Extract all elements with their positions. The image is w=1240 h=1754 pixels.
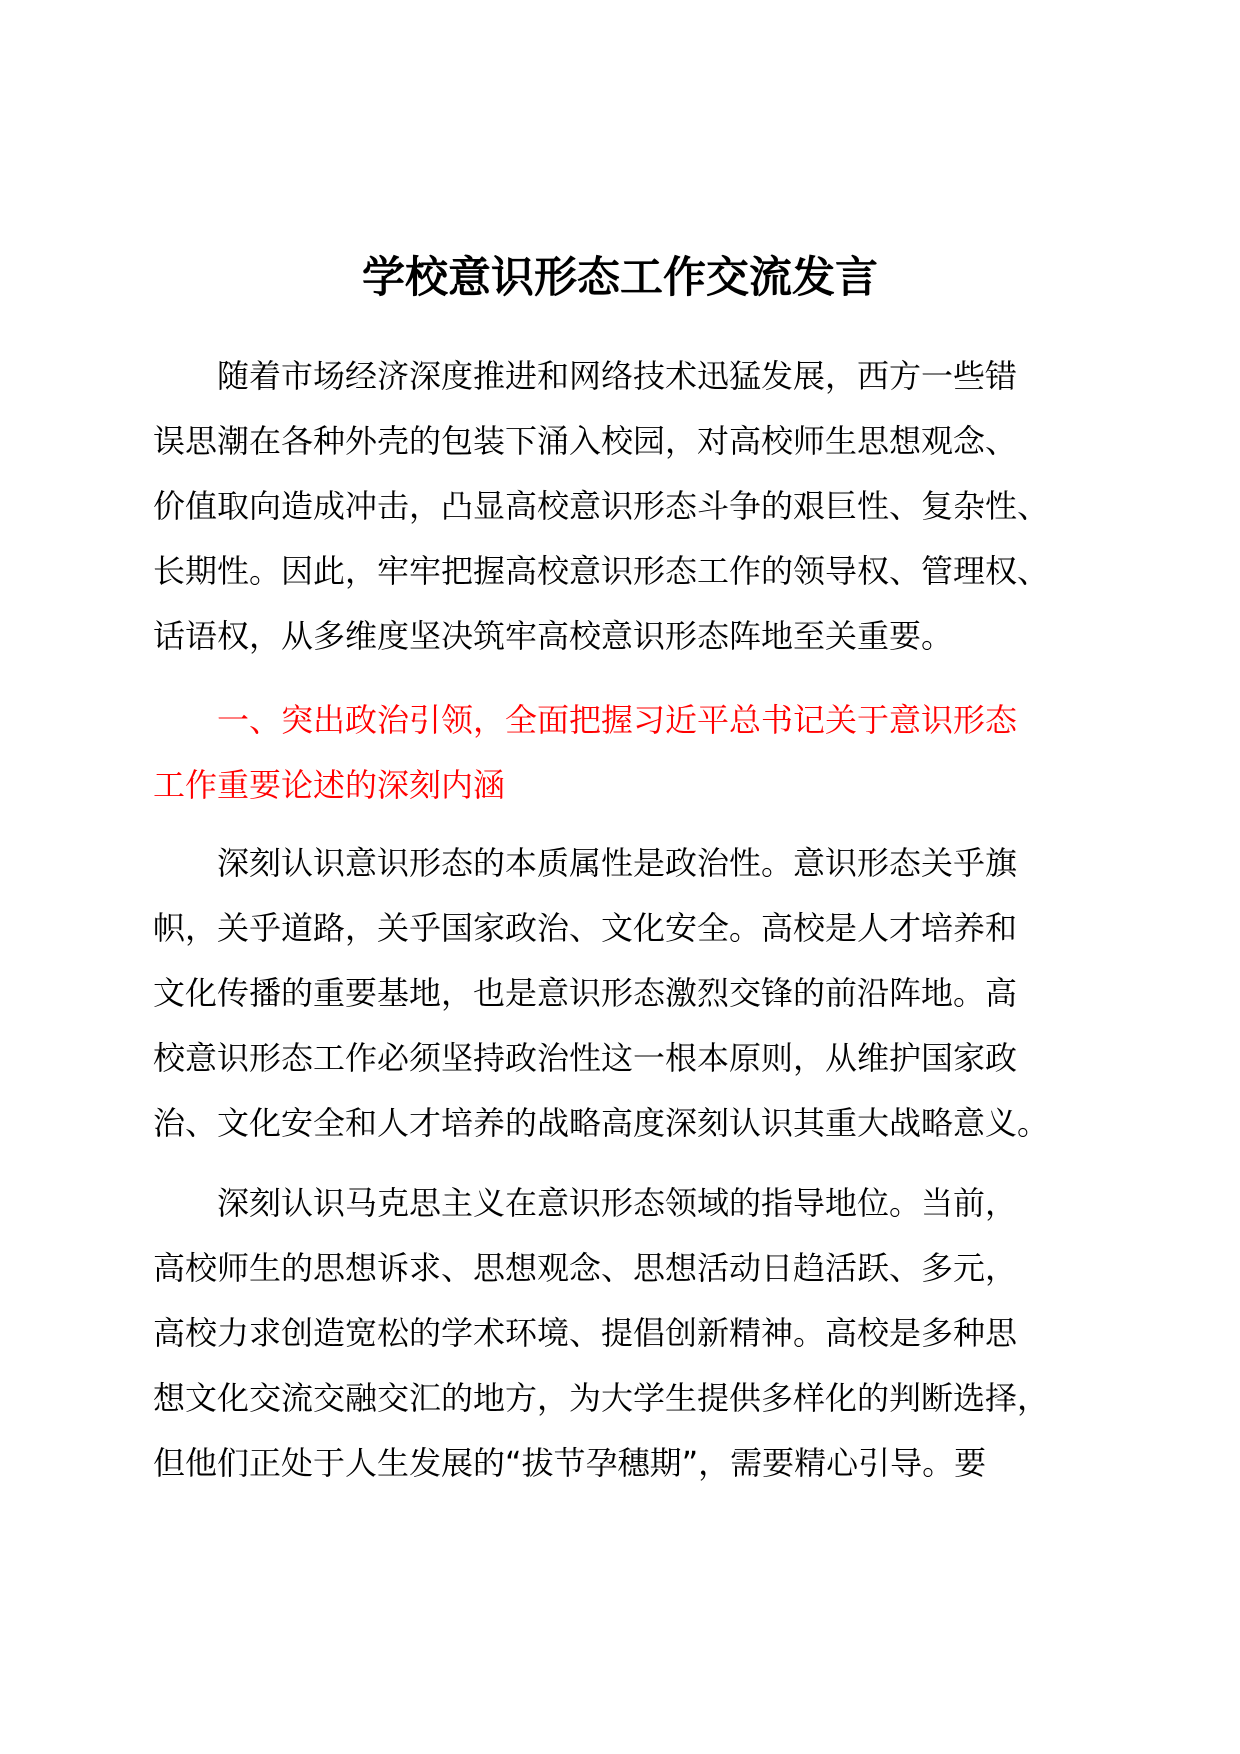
text-line: 想文化交流交融交汇的地方，为大学生提供多样化的判断选择， <box>153 1379 1050 1417</box>
text-line: 误思潮在各种外壳的包装下涌入校园，对高校师生思想观念、 <box>153 422 1018 460</box>
text-line: 治、文化安全和人才培养的战略高度深刻认识其重大战略意义。 <box>153 1104 1050 1142</box>
text-line: 深刻认识意识形态的本质属性是政治性。意识形态关乎旗 <box>217 844 1018 882</box>
document-title: 学校意识形态工作交流发言 <box>362 253 878 303</box>
text-line: 随着市场经济深度推进和网络技术迅猛发展，西方一些错 <box>217 357 1018 395</box>
paragraph-intro <box>153 344 1143 669</box>
text-line: 文化传播的重要基地，也是意识形态激烈交锋的前沿阵地。高 <box>153 974 1018 1012</box>
text-line: 帜，关乎道路，关乎国家政治、文化安全。高校是人才培养和 <box>153 909 1018 947</box>
text-line: 高校师生的思想诉求、思想观念、思想活动日趋活跃、多元， <box>153 1249 1018 1287</box>
text-line: 话语权，从多维度坚决筑牢高校意识形态阵地至关重要。 <box>153 617 954 655</box>
text-line: 校意识形态工作必须坚持政治性这一根本原则，从维护国家政 <box>153 1039 1018 1077</box>
text-line: 深刻认识马克思主义在意识形态领域的指导地位。当前， <box>217 1184 1018 1222</box>
section-heading-1 <box>153 688 1143 818</box>
heading-line: 一、突出政治引领，全面把握习近平总书记关于意识形态 <box>217 701 1018 739</box>
text-line: 长期性。因此，牢牢把握高校意识形态工作的领导权、管理权、 <box>153 552 1050 590</box>
text-line: 高校力求创造宽松的学术环境、提倡创新精神。高校是多种思 <box>153 1314 1018 1352</box>
text-line: 价值取向造成冲击，凸显高校意识形态斗争的艰巨性、复杂性、 <box>153 487 1050 525</box>
text-line: 但他们正处于人生发展的“拔节孕穗期”，需要精心引导。要 <box>153 1444 987 1482</box>
paragraph-marxism <box>153 1171 1143 1496</box>
heading-line: 工作重要论述的深刻内涵 <box>153 766 506 804</box>
paragraph-political <box>153 831 1143 1156</box>
